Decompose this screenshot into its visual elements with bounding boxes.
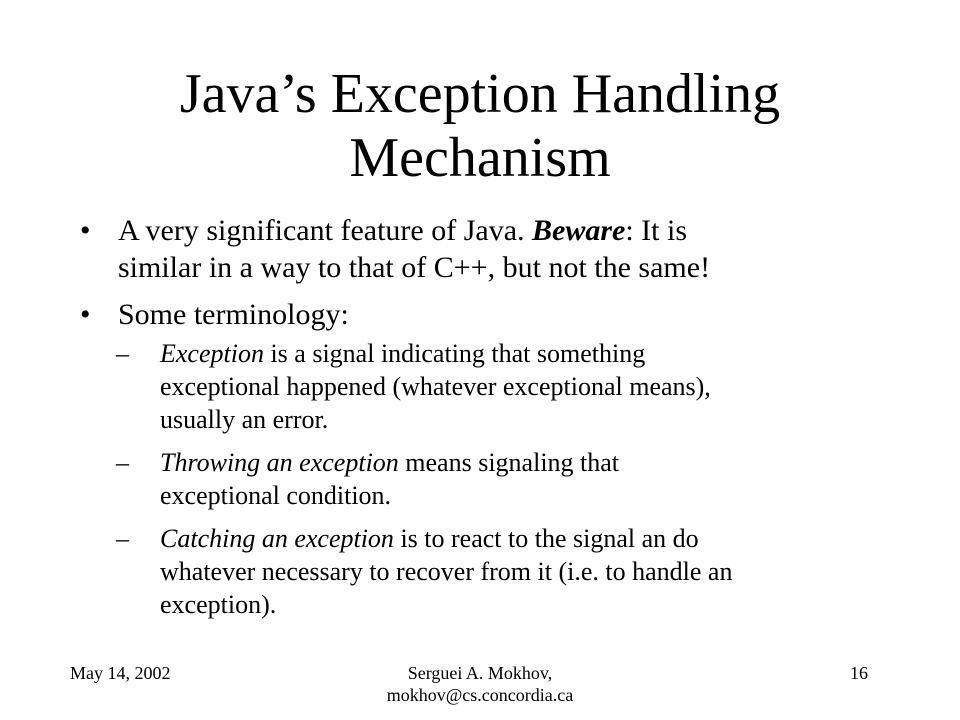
sub-bullet-text: is to react to the signal an do bbox=[393, 524, 699, 553]
sub-bullet-item bbox=[116, 337, 936, 436]
bullet-list bbox=[76, 212, 936, 621]
sub-bullet-line bbox=[160, 522, 936, 555]
sub-bullet-text: means signaling that bbox=[398, 448, 620, 477]
sub-bullet-text: is a signal indicating that something bbox=[263, 339, 646, 368]
bullet-text: : It is bbox=[625, 214, 688, 247]
sub-bullet-line: exceptional happened (whatever exceptional means), bbox=[160, 372, 711, 401]
footer-author-email: mokhov@cs.concordia.ca bbox=[386, 685, 574, 705]
term-emphasis: Exception bbox=[160, 339, 264, 368]
sub-bullet-list bbox=[76, 337, 936, 621]
sub-bullet-line bbox=[160, 446, 936, 479]
bullet-item bbox=[76, 296, 936, 333]
title-line-2: Mechanism bbox=[349, 127, 611, 189]
bullet-line: similar in a way to that of C++, but not the same! bbox=[118, 251, 711, 284]
footer-page-number: 16 bbox=[850, 663, 868, 683]
bullet-text: A very significant feature of Java. bbox=[118, 214, 533, 247]
footer-author bbox=[330, 662, 630, 706]
sub-bullet-line: whatever necessary to recover from it (i.e. to handle an bbox=[160, 557, 733, 586]
title-line-1: Java’s Exception Handling bbox=[179, 63, 781, 125]
footer-date: May 14, 2002 bbox=[70, 663, 171, 683]
dash-marker: – bbox=[116, 524, 129, 553]
bullet-marker: • bbox=[80, 214, 91, 247]
sub-bullet-line: usually an error. bbox=[160, 405, 329, 434]
term-emphasis: Catching an exception bbox=[160, 524, 394, 553]
sub-bullet-line: exception). bbox=[160, 590, 277, 619]
bullet-line bbox=[118, 212, 936, 249]
bullet-item bbox=[76, 212, 936, 286]
bullet-line: Some terminology: bbox=[118, 298, 349, 331]
dash-marker: – bbox=[116, 339, 129, 368]
sub-bullet-item bbox=[116, 446, 936, 512]
bullet-marker: • bbox=[80, 298, 91, 331]
bullet-emphasis: Beware bbox=[532, 214, 626, 247]
sub-bullet-line: exceptional condition. bbox=[160, 481, 392, 510]
sub-bullet-line bbox=[160, 337, 936, 370]
sub-bullet-item bbox=[116, 522, 936, 621]
term-emphasis: Throwing an exception bbox=[160, 448, 399, 477]
slide-title bbox=[60, 62, 900, 190]
dash-marker: – bbox=[116, 448, 129, 477]
footer-author-name: Serguei A. Mokhov, bbox=[407, 663, 553, 683]
